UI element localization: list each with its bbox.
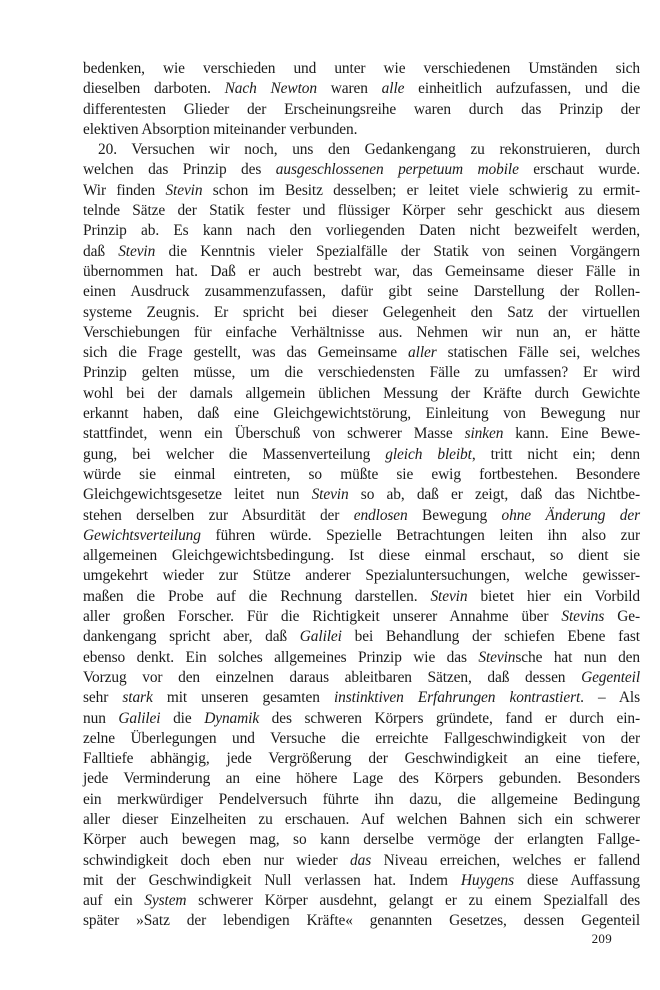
text-run: stattfindet, wenn ein Überschuß von schwerer Masse bbox=[83, 425, 465, 443]
text-line bbox=[83, 648, 640, 668]
text-line bbox=[83, 506, 640, 526]
text-run: Niveau erreichen, welches er fallend bbox=[371, 851, 640, 869]
text-run: daß bbox=[83, 242, 119, 260]
text-line bbox=[83, 891, 640, 911]
page-number: 209 bbox=[591, 931, 612, 946]
italic-text-run: ohne Änderung der bbox=[501, 506, 640, 524]
italic-text-run: Stevin bbox=[430, 587, 468, 605]
text-line bbox=[83, 262, 640, 282]
text-line bbox=[83, 160, 640, 180]
italic-text-run: Galilei bbox=[299, 628, 342, 646]
text-line bbox=[83, 181, 640, 201]
text-run: ebenso denkt. Ein solches allgemeines Prinzip wie das bbox=[83, 648, 479, 666]
italic-text-run: instinktiven Erfahrungen kontrastiert bbox=[333, 689, 581, 707]
text-run: schon im Besitz desselben; er leitet viele schwierig zu ermit- bbox=[202, 181, 640, 199]
text-line bbox=[83, 343, 640, 363]
text-line bbox=[83, 120, 640, 140]
text-run: Bewegung bbox=[407, 506, 502, 524]
text-run: aller großen Forscher. Für die Richtigkeit unserer Annahme über bbox=[83, 608, 562, 626]
text-run: sich die Frage gestellt, was das Gemeinsame bbox=[83, 344, 409, 362]
text-line bbox=[83, 566, 640, 586]
text-run: Prinzip gelten müsse, um die verschiedensten Fälle zu umfassen? Er wird bbox=[83, 364, 640, 382]
italic-text-run: Stevins bbox=[561, 608, 605, 626]
text-run: einen Ausdruck zusammenzufassen, dafür gibt seine Darstellung der Rollen- bbox=[83, 283, 640, 301]
text-line bbox=[83, 303, 640, 323]
text-line bbox=[83, 140, 640, 160]
text-run: Wir finden bbox=[83, 181, 166, 199]
italic-text-run: ausgeschlossenen perpetuum mobile bbox=[275, 161, 519, 179]
italic-text-run: alle bbox=[381, 80, 405, 98]
text-run: die Kenntnis vieler Spezialfälle der Statik von seinen Vorgängern bbox=[155, 242, 640, 260]
text-run: dieselben darboten. bbox=[83, 80, 225, 98]
text-run: auf ein bbox=[83, 892, 145, 910]
text-run: des schweren Körpers gründete, fand er durch ein- bbox=[259, 709, 640, 727]
text-line bbox=[83, 769, 640, 789]
text-line bbox=[83, 363, 640, 383]
text-run: später »Satz der lebendigen Kräfte« genannten Gesetzes, dessen Gegenteil bbox=[83, 912, 640, 930]
text-line bbox=[83, 465, 640, 485]
text-run: Ge- bbox=[604, 608, 640, 626]
italic-text-run: stark bbox=[122, 689, 153, 707]
italic-text-run: aller bbox=[408, 344, 437, 362]
text-line bbox=[83, 790, 640, 810]
text-run: schwindigkeit doch eben nur wieder bbox=[83, 851, 351, 869]
text-run: mit unseren gesamten bbox=[152, 689, 334, 707]
text-line bbox=[83, 323, 640, 343]
text-run: bietet hier ein Vorbild bbox=[467, 587, 640, 605]
text-line bbox=[83, 688, 640, 708]
text-run: gung, bei welcher die Massenverteilung bbox=[83, 445, 386, 463]
text-run: übernommen hat. Daß er auch bestrebt war, das Gemeinsame dieser Fälle in bbox=[83, 262, 640, 280]
italic-text-run: Stevin bbox=[311, 486, 349, 504]
text-run: zelne Überlegungen und Versuche die erreichte Fallgeschwindigkeit von der bbox=[83, 729, 640, 747]
italic-text-run: Gewichtsverteilung bbox=[83, 526, 201, 544]
text-run: bei Behandlung der schiefen Ebene fast bbox=[341, 628, 640, 646]
text-line bbox=[83, 282, 640, 302]
text-run: Körper auch bewegen mag, so kann derselbe vermöge der erlangten Fallge- bbox=[83, 831, 640, 849]
text-line bbox=[83, 871, 640, 891]
text-line bbox=[83, 445, 640, 465]
text-line bbox=[83, 404, 640, 424]
text-line bbox=[83, 587, 640, 607]
text-run: würde sie einmal eintreten, so müßte sie ewig fortbestehen. Besondere bbox=[83, 465, 640, 483]
text-run: ein merkwürdiger Pendelversuch führte ihn dazu, die allgemeine Bedingung bbox=[83, 790, 640, 808]
text-run: die bbox=[160, 709, 205, 727]
text-block bbox=[83, 59, 640, 932]
text-run: erkannt haben, daß eine Gleichgewichtstörung, Einleitung von Bewegung nur bbox=[83, 405, 640, 423]
italic-text-run: System bbox=[144, 892, 187, 910]
text-line bbox=[83, 830, 640, 850]
text-line bbox=[83, 709, 640, 729]
text-line bbox=[83, 424, 640, 444]
text-line bbox=[83, 201, 640, 221]
italic-text-run: Stevin bbox=[118, 242, 156, 260]
text-line bbox=[83, 221, 640, 241]
text-run: erschaut wurde. bbox=[518, 161, 640, 179]
text-run: nun bbox=[83, 709, 119, 727]
text-run: aller dieser Einzelheiten zu erschauen. Auf welchen Bahnen sich ein schwerer bbox=[83, 810, 640, 828]
text-run: Prinzip ab. Es kann nach den vorliegenden Daten nicht bezweifelt werden, bbox=[83, 222, 640, 240]
italic-text-run: endlosen bbox=[353, 506, 408, 524]
italic-text-run: das bbox=[350, 851, 372, 869]
text-run: Vorzug vor den einzelnen daraus ableitbaren Sätzen, daß dessen bbox=[83, 668, 582, 686]
text-run: mit der Geschwindigkeit Null verlassen hat. Indem bbox=[83, 871, 461, 889]
text-run: allgemeinen Gleichgewichtsbedingung. Ist diese einmal erschaut, so dient sie bbox=[83, 547, 640, 565]
text-run: Falltiefe abhängig, jede Vergrößerung der Geschwindigkeit an eine tiefere, bbox=[83, 750, 640, 768]
text-line bbox=[83, 59, 640, 79]
text-line bbox=[83, 526, 640, 546]
italic-text-run: Gegenteil bbox=[581, 668, 640, 686]
text-line bbox=[83, 851, 640, 871]
text-run: bedenken, wie verschieden und unter wie verschiedenen Umständen sich bbox=[83, 60, 640, 77]
text-run: schwerer Körper ausdehnt, gelangt er zu einem Spezialfall des bbox=[186, 892, 640, 910]
text-line bbox=[83, 384, 640, 404]
text-line bbox=[83, 546, 640, 566]
italic-text-run: gleich bleibt bbox=[385, 445, 472, 463]
text-line bbox=[83, 607, 640, 627]
text-run: welchen das Prinzip des bbox=[83, 161, 276, 179]
text-run: waren bbox=[316, 80, 382, 98]
text-run: maßen die Probe auf die Rechnung darstellen. bbox=[83, 587, 431, 605]
text-run: . – Als bbox=[580, 689, 640, 707]
text-run: kann. Eine Bewe- bbox=[503, 425, 640, 443]
text-line bbox=[83, 242, 640, 262]
text-run: umgekehrt wieder zur Stütze anderer Spezialuntersuchungen, welche gewisser- bbox=[83, 567, 640, 585]
text-run: statischen Fälle sei, welches bbox=[436, 344, 641, 362]
italic-text-run: Dynamik bbox=[204, 709, 260, 727]
text-run: wohl bei der damals allgemein üblichen Messung der Kräfte durch Gewichte bbox=[83, 384, 640, 402]
text-line bbox=[83, 627, 640, 647]
italic-text-run: Stevin bbox=[478, 648, 516, 666]
text-run: Verschiebungen für einfache Verhältnisse aus. Nehmen wir nun an, er hätte bbox=[83, 323, 640, 341]
text-line bbox=[83, 911, 640, 931]
text-run: sche hat nun den bbox=[515, 648, 640, 666]
italic-text-run: sinken bbox=[464, 425, 504, 443]
text-line bbox=[83, 729, 640, 749]
text-run: Gleichgewichtsgesetze leitet nun bbox=[83, 486, 312, 504]
italic-text-run: Stevin bbox=[165, 181, 203, 199]
text-run: systeme Zeugnis. Er spricht bei dieser Gelegenheit den Satz der virtuellen bbox=[83, 303, 640, 321]
text-run: sehr bbox=[83, 689, 123, 707]
text-line bbox=[83, 79, 640, 99]
text-line bbox=[83, 810, 640, 830]
text-run: diese Auffassung bbox=[514, 871, 640, 889]
text-line bbox=[83, 100, 640, 120]
italic-text-run: Huygens bbox=[460, 871, 515, 889]
text-run: stehen derselben zur Absurdität der bbox=[83, 506, 354, 524]
text-run: einheitlich aufzufassen, und die bbox=[404, 80, 641, 98]
text-run: 20. Versuchen wir noch, uns den Gedankengang zu rekonstruieren, durch bbox=[98, 141, 640, 159]
text-run: jede Verminderung an eine höhere Lage des Körpers gebunden. Besonders bbox=[83, 770, 640, 788]
text-run: führen würde. Spezielle Betrachtungen leiten ihn also zur bbox=[200, 526, 640, 544]
italic-text-run: Nach Newton bbox=[224, 80, 317, 98]
text-run: dankengang spricht aber, daß bbox=[83, 628, 300, 646]
text-line bbox=[83, 749, 640, 769]
text-line bbox=[83, 485, 640, 505]
text-run: elektiven Absorption miteinander verbunden. bbox=[83, 120, 358, 138]
text-run: differentesten Glieder der Erscheinungsreihe waren durch das Prinzip der bbox=[83, 100, 640, 118]
text-run: , tritt nicht ein; denn bbox=[471, 445, 641, 463]
italic-text-run: Galilei bbox=[118, 709, 161, 727]
text-run: telnde Sätze der Statik fester und flüssiger Körper sehr geschickt aus diesem bbox=[83, 202, 640, 220]
text-run: so ab, daß er zeigt, daß das Nichtbe- bbox=[348, 486, 640, 504]
text-line bbox=[83, 668, 640, 688]
